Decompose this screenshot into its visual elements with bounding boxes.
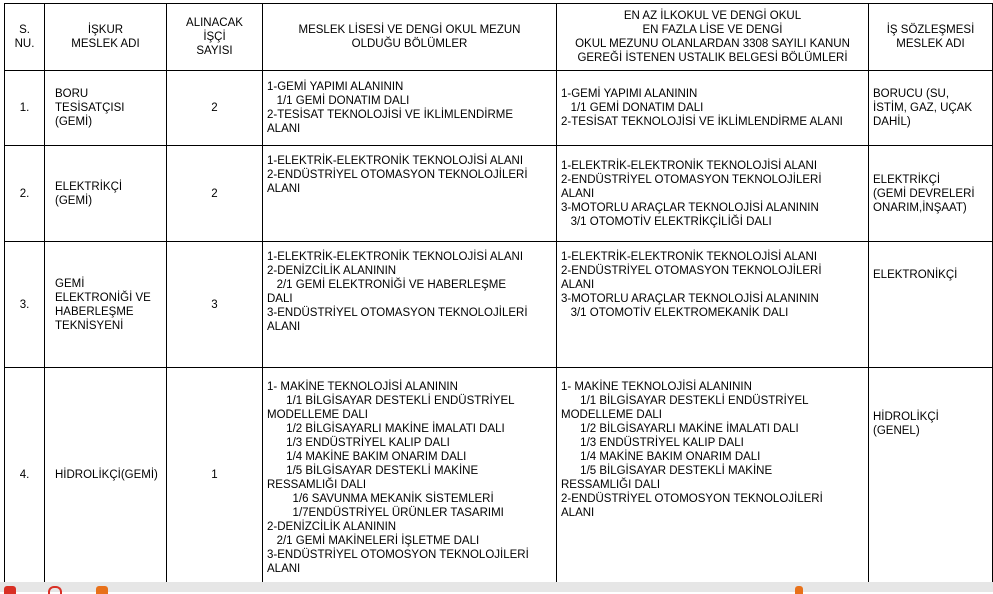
table-row: [5, 146, 993, 242]
toolbar-red-icon: [4, 586, 16, 594]
text-line: (GEMİ DEVRELERİ: [873, 187, 975, 200]
text-line: 2/1 GEMİ ELEKTRONİĞİ VE HABERLEŞME: [267, 279, 507, 291]
text-line: TEKNİSYENİ: [55, 319, 124, 332]
table-row: [5, 242, 993, 368]
text-line: ALANI: [561, 507, 595, 519]
text-line: ELEKTRİKÇİ: [873, 173, 941, 186]
text-line: (GEMİ): [55, 116, 93, 128]
text-line: EN FAZLA LİSE VE DENGİ: [642, 24, 783, 36]
text-line: 3-ENDÜSTRİYEL OTOMASYON TEKNOLOJİLERİ: [267, 307, 528, 319]
text-line: HABERLEŞME: [55, 305, 134, 318]
row-worker-count: 3: [167, 242, 263, 368]
header-contract-occupation: [869, 4, 993, 71]
text-line: İŞÇİ: [203, 31, 226, 43]
text-line: MESLEK ADI: [71, 38, 140, 50]
row-primary-school-departments: [557, 71, 869, 146]
header-primary-school-departments: [557, 4, 869, 71]
text-line: MODELLEME DALI: [561, 409, 662, 421]
text-line: ONARIM,İNŞAAT): [873, 201, 967, 214]
text-line: İŞ SÖZLEŞMESİ: [886, 24, 975, 36]
text-line: 2-DENİZCİLİK ALANININ: [267, 521, 397, 533]
row-worker-count: 2: [167, 71, 263, 146]
text-line: DAHİL): [873, 116, 911, 128]
text-line: 1- MAKİNE TEKNOLOJİSİ ALANININ: [561, 381, 752, 393]
text-line: EN AZ İLKOKUL VE DENGİ OKUL: [623, 10, 802, 22]
header-row: [5, 4, 993, 71]
text-line: ELEKTRİKÇİ: [55, 180, 123, 193]
text-line: GEMİ: [55, 277, 85, 290]
toolbar-accent-icon: [795, 586, 803, 594]
text-line: S.: [19, 24, 30, 36]
row-serial-number: 4.: [5, 368, 45, 583]
text-line: OKUL MEZUNU OLANLARDAN 3308 SAYILI KANUN: [575, 38, 850, 50]
row-vocational-departments: [263, 368, 557, 583]
toolbar-circle-icon: [48, 586, 62, 594]
text-line: 1/4 MAKİNE BAKIM ONARIM DALI: [267, 451, 467, 463]
text-line: ALINACAK: [186, 17, 243, 29]
header-vocational-departments: [263, 4, 557, 71]
text-line: MESLEK LİSESİ VE DENGİ OKUL MEZUN: [298, 24, 521, 36]
header-worker-count: [167, 4, 263, 71]
text-line: 2-TESİSAT TEKNOLOJİSİ VE İKLİMLENDİRME: [267, 109, 514, 121]
text-line: ELEKTRONİKÇİ: [873, 269, 958, 281]
text-line: ALANI: [267, 563, 301, 575]
text-line: 1/5 BİLGİSAYAR DESTEKLİ MAKİNE: [267, 465, 479, 477]
text-line: (GEMİ): [55, 194, 93, 207]
text-line: OLDUĞU BÖLÜMLER: [351, 38, 468, 50]
row-serial-number: 1.: [5, 71, 45, 146]
row-primary-school-departments: [557, 368, 869, 583]
text-line: 2-ENDÜSTRİYEL OTOMASYON TEKNOLOJİLERİ: [561, 173, 822, 186]
row-contract-occupation: [869, 368, 993, 583]
text-line: ALANI: [267, 321, 301, 333]
bottom-toolbar-strip: [0, 582, 993, 592]
row-primary-school-departments: [557, 146, 869, 242]
text-line: (GENEL): [873, 425, 920, 437]
text-line: SAYISI: [196, 45, 233, 57]
text-line: MODELLEME DALI: [267, 409, 368, 421]
text-line: BORUCU (SU,: [873, 88, 950, 100]
text-line: ALANI: [561, 187, 595, 200]
text-line: HİDROLİKÇİ: [873, 411, 939, 423]
table-row: [5, 368, 993, 583]
text-line: 1/1 GEMİ DONATIM DALI: [561, 102, 704, 114]
text-line: 1/6 SAVUNMA MEKANİK SİSTEMLERİ: [267, 493, 494, 505]
text-line: MESLEK ADI: [896, 38, 965, 50]
text-line: BORU: [55, 88, 89, 100]
row-contract-occupation: [869, 146, 993, 242]
text-line: GEREĞİ İSTENEN USTALIK BELGESİ BÖLÜMLERİ: [577, 52, 848, 64]
row-job-name: [45, 242, 167, 368]
text-line: 1- MAKİNE TEKNOLOJİSİ ALANININ: [267, 381, 458, 393]
text-line: 3-ENDÜSTRİYEL OTOMOSYON TEKNOLOJİLERİ: [267, 549, 529, 561]
text-line: 1/1 BİLGİSAYAR DESTEKLİ ENDÜSTRİYEL: [561, 395, 809, 407]
text-line: 1-GEMİ YAPIMI ALANININ: [561, 88, 698, 100]
row-worker-count: 2: [167, 146, 263, 242]
row-serial-number: 3.: [5, 242, 45, 368]
row-contract-occupation: [869, 71, 993, 146]
text-line: 1/2 BİLGİSAYARLI MAKİNE İMALATI DALI: [267, 423, 505, 435]
row-vocational-departments: [263, 242, 557, 368]
row-primary-school-departments: [557, 242, 869, 368]
text-line: İŞKUR: [87, 24, 124, 36]
text-line: 2/1 GEMİ MAKİNELERİ İŞLETME DALI: [267, 535, 480, 547]
text-line: 2-ENDÜSTRİYEL OTOMASYON TEKNOLOJİLERİ: [267, 169, 528, 181]
text-line: 1/4 MAKİNE BAKIM ONARIM DALI: [561, 451, 761, 463]
text-line: RESSAMLIĞI DALI: [267, 479, 367, 491]
job-requirements-table: [4, 3, 993, 583]
text-line: HİDROLİKÇİ(GEMİ): [55, 469, 158, 481]
text-line: 1-GEMİ YAPIMI ALANININ: [267, 81, 404, 93]
row-job-name: [45, 71, 167, 146]
text-line: ELEKTRONİĞİ VE: [55, 291, 151, 304]
text-line: 1/3 ENDÜSTRİYEL KALIP DALI: [561, 437, 744, 449]
text-line: 1-ELEKTRİK-ELEKTRONİK TEKNOLOJİSİ ALANI: [267, 155, 524, 167]
text-line: 1-ELEKTRİK-ELEKTRONİK TEKNOLOJİSİ ALANI: [561, 251, 818, 263]
text-line: NU.: [14, 38, 35, 50]
row-contract-occupation: [869, 242, 993, 368]
text-line: 2-DENİZCİLİK ALANININ: [267, 265, 397, 277]
header-job-name: [45, 4, 167, 71]
text-line: 2-ENDÜSTRİYEL OTOMOSYON TEKNOLOJİLERİ: [561, 493, 823, 505]
text-line: 1/5 BİLGİSAYAR DESTEKLİ MAKİNE: [561, 465, 773, 477]
row-job-name: [45, 146, 167, 242]
toolbar-orange-icon: [96, 586, 108, 594]
text-line: ALANI: [267, 183, 301, 195]
text-line: 3/1 OTOMOTİV ELEKTROMEKANİK DALI: [561, 307, 789, 319]
text-line: ALANI: [561, 279, 595, 291]
text-line: 1-ELEKTRİK-ELEKTRONİK TEKNOLOJİSİ ALANI: [561, 159, 818, 172]
text-line: 1/7ENDÜSTRİYEL ÜRÜNLER TASARIMI: [267, 507, 504, 519]
text-line: 2-ENDÜSTRİYEL OTOMASYON TEKNOLOJİLERİ: [561, 265, 822, 277]
text-line: 1/1 BİLGİSAYAR DESTEKLİ ENDÜSTRİYEL: [267, 395, 515, 407]
table-row: [5, 71, 993, 146]
text-line: RESSAMLIĞI DALI: [561, 479, 661, 491]
row-vocational-departments: [263, 146, 557, 242]
text-line: 2-TESİSAT TEKNOLOJİSİ VE İKLİMLENDİRME ALANI: [561, 116, 843, 128]
row-vocational-departments: [263, 71, 557, 146]
text-line: 1/3 ENDÜSTRİYEL KALIP DALI: [267, 437, 450, 449]
text-line: ALANI: [267, 123, 301, 135]
text-line: 3/1 OTOMOTİV ELEKTRİKÇİLİĞİ DALI: [561, 215, 772, 228]
row-job-name: [45, 368, 167, 583]
text-line: 1-ELEKTRİK-ELEKTRONİK TEKNOLOJİSİ ALANI: [267, 251, 524, 263]
text-line: TESİSATÇISI: [55, 102, 125, 114]
row-worker-count: 1: [167, 368, 263, 583]
header-serial-number: [5, 4, 45, 71]
row-serial-number: 2.: [5, 146, 45, 242]
text-line: 1/2 BİLGİSAYARLI MAKİNE İMALATI DALI: [561, 423, 799, 435]
text-line: DALI: [267, 293, 293, 305]
text-line: 3-MOTORLU ARAÇLAR TEKNOLOJİSİ ALANININ: [561, 201, 819, 214]
text-line: 1/1 GEMİ DONATIM DALI: [267, 95, 410, 107]
text-line: İSTİM, GAZ, UÇAK: [873, 102, 973, 114]
text-line: 3-MOTORLU ARAÇLAR TEKNOLOJİSİ ALANININ: [561, 293, 819, 305]
